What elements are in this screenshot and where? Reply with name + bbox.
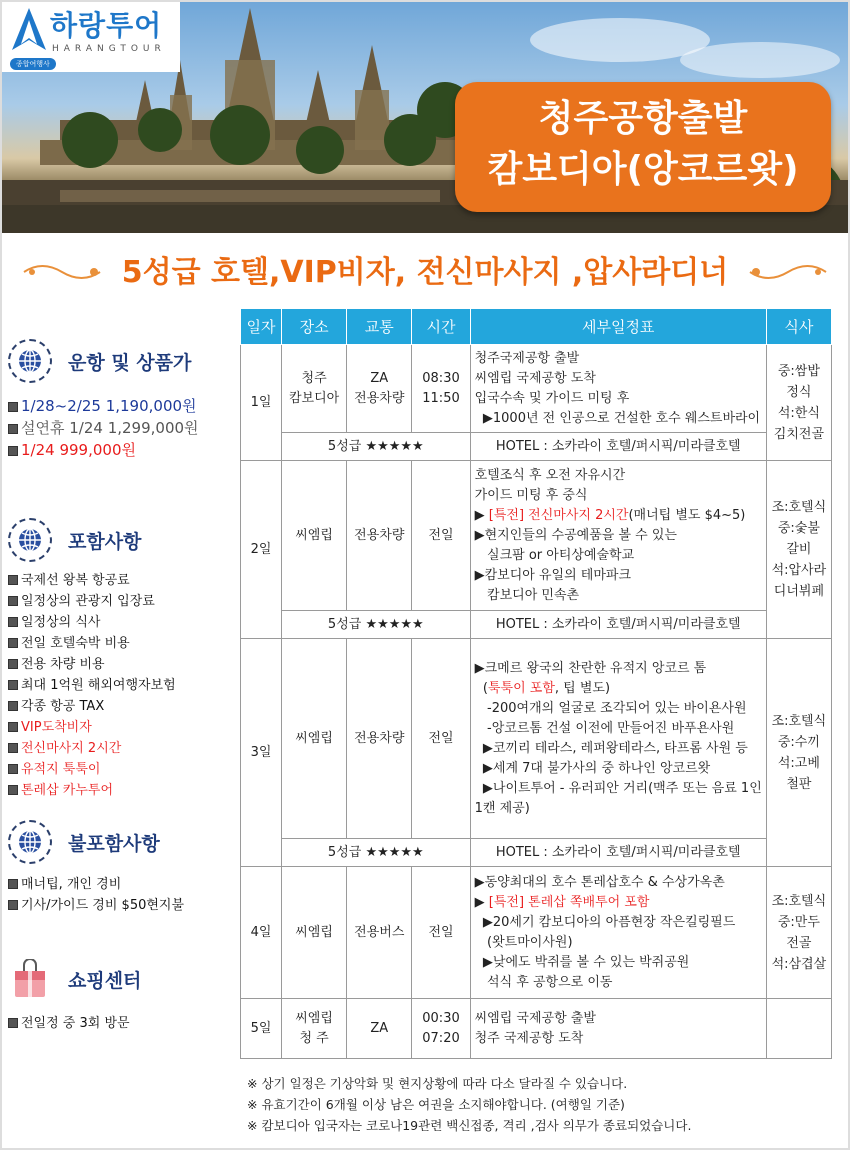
detail-line — [475, 546, 762, 566]
table-row — [241, 461, 832, 611]
list-item-text: 매너팁, 개인 경비 — [21, 877, 122, 892]
transport-cell — [347, 639, 412, 839]
square-bullet-icon — [8, 424, 18, 434]
list-item — [8, 696, 176, 717]
hero-banner — [0, 0, 850, 233]
globe-icon — [8, 518, 52, 562]
hotel-row — [241, 611, 832, 639]
operation-title: 운항 및 상품가 — [68, 351, 192, 374]
hotel-grade-cell: 5성급 ★★★★★ — [282, 611, 471, 639]
detail-text: 씨엠립 국제공항 출발 — [474, 1010, 596, 1026]
day-cell: 2일 — [241, 461, 282, 639]
excluded-list — [8, 874, 184, 916]
detail-text: , 팁 별도) — [554, 680, 611, 696]
list-item — [8, 570, 176, 591]
detail-text: ▶캄보디아 유일의 테마파크 — [474, 567, 632, 583]
place-cell-line: 씨엠립 — [295, 730, 333, 746]
globe-icon — [8, 339, 52, 383]
detail-text: 실크팜 or 아티상예술학교 — [474, 547, 635, 563]
list-item-text: 설연휴 1/24 1,299,000원 — [21, 419, 199, 437]
detail-text: 호텔조식 후 오전 자유시간 — [474, 467, 626, 483]
list-item-text: 일정상의 관광지 입장료 — [21, 594, 155, 609]
detail-highlight: [특전] 톤레삽 쪽배투어 포함 — [488, 894, 650, 910]
detail-line — [475, 799, 762, 819]
detail-line — [475, 759, 762, 779]
detail-line — [475, 1009, 762, 1029]
list-item — [8, 439, 199, 461]
plane-logo-icon — [10, 6, 48, 56]
table-row — [241, 867, 832, 999]
detail-line — [475, 699, 762, 719]
note-line: ※ 캄보디아 입국자는 코로나19관련 백신접종, 격리 ,검사 의무가 종료되었습니다. — [247, 1118, 692, 1133]
detail-text: ▶나이트투어 - 유러피안 거리(맥주 또는 음료 1인 — [474, 780, 762, 796]
note-line: ※ 유효기간이 6개월 이상 남은 여권을 소지해야합니다. (여행일 기준) — [247, 1097, 625, 1112]
meal-cell-line: 정식 — [786, 384, 812, 400]
list-item — [8, 759, 176, 780]
meal-cell — [766, 867, 831, 999]
hotel-cell: HOTEL : 소카라이 호텔/퍼시픽/미라클호텔 — [470, 433, 766, 461]
time-cell — [412, 639, 470, 839]
left-ornament-icon — [22, 260, 102, 284]
list-item — [8, 717, 176, 738]
transport-cell — [347, 461, 412, 611]
detail-text: 입국수속 및 가이드 미팅 후 — [474, 390, 630, 406]
detail-text: 청주 국제공항 도착 — [474, 1030, 584, 1046]
place-cell — [282, 345, 347, 433]
detail-line — [475, 739, 762, 759]
header-meals: 식사 — [766, 309, 831, 345]
subtitle-bar — [0, 250, 850, 300]
transport-cell-line: 전용차량 — [354, 730, 405, 746]
table-row — [241, 345, 832, 433]
list-item — [8, 417, 199, 439]
meal-cell — [766, 639, 831, 867]
meal-cell-line: 김치전골 — [773, 426, 824, 442]
meal-cell — [766, 461, 831, 639]
detail-line — [475, 466, 762, 486]
detail-text: ▶코끼리 테라스, 레퍼왕테라스, 타프롬 사원 등 — [474, 740, 748, 756]
square-bullet-icon — [8, 402, 18, 412]
header-time: 시간 — [412, 309, 470, 345]
transport-cell — [347, 345, 412, 433]
logo-name: 하랑투어 — [50, 9, 163, 42]
transport-cell-line: ZA — [370, 1020, 389, 1036]
detail-line — [475, 526, 762, 546]
place-cell-line: 청 주 — [299, 1030, 329, 1046]
list-item — [8, 654, 176, 675]
operation-section — [8, 337, 199, 461]
table-row — [241, 999, 832, 1059]
detail-line — [475, 409, 762, 429]
detail-line — [475, 349, 762, 369]
detail-text: (매너팁 별도 $4~5) — [628, 507, 746, 523]
meal-cell-line: 중:만두 — [777, 914, 820, 930]
details-cell — [470, 867, 766, 999]
shopping-title: 쇼핑센터 — [68, 969, 142, 992]
square-bullet-icon — [8, 701, 18, 711]
meal-cell-line: 중:쌈밥 — [777, 363, 820, 379]
banner-title — [455, 82, 831, 212]
list-item-text: 일정상의 식사 — [21, 615, 101, 630]
transport-cell-line: 전용차량 — [354, 527, 405, 543]
detail-line — [475, 389, 762, 409]
detail-line — [475, 913, 762, 933]
detail-line — [475, 719, 762, 739]
detail-line — [475, 679, 762, 699]
logo-subtitle: HARANGTOUR — [52, 44, 166, 54]
place-cell-line: 씨엠립 — [295, 924, 333, 940]
time-cell — [412, 461, 470, 611]
list-item-text: 전용 차량 비용 — [21, 657, 105, 672]
list-item — [8, 895, 184, 916]
list-item — [8, 612, 176, 633]
day-cell: 4일 — [241, 867, 282, 999]
detail-line — [475, 933, 762, 953]
time-cell-line: 07:20 — [422, 1030, 460, 1046]
list-item-text: 1/24 999,000원 — [21, 441, 136, 459]
hotel-cell: HOTEL : 소카라이 호텔/퍼시픽/미라클호텔 — [470, 611, 766, 639]
square-bullet-icon — [8, 638, 18, 648]
list-item — [8, 738, 176, 759]
list-item-text: 각종 항공 TAX — [21, 699, 105, 714]
shopping-bag-icon — [8, 957, 52, 1001]
price-list — [8, 395, 199, 461]
hotel-row — [241, 839, 832, 867]
square-bullet-icon — [8, 764, 18, 774]
included-list — [8, 570, 176, 801]
list-item — [8, 1013, 141, 1034]
time-cell-line: 전일 — [428, 730, 454, 746]
details-cell — [470, 999, 766, 1059]
list-item-text: 톤레삽 카누투어 — [21, 783, 114, 798]
detail-text: -앙코르톰 건설 이전에 만들어진 바푸욘사원 — [474, 720, 735, 736]
place-cell — [282, 461, 347, 611]
detail-text: -200여개의 얼굴로 조각되어 있는 바이욘사원 — [474, 700, 747, 716]
square-bullet-icon — [8, 1018, 18, 1028]
detail-text: ▶ — [474, 894, 489, 910]
detail-text: ▶1000년 전 인공으로 건설한 호수 웨스트바라이 — [474, 410, 761, 426]
detail-text: 씨엠립 국제공항 도착 — [474, 370, 596, 386]
detail-text: ▶현지인들의 수공예품을 볼 수 있는 — [474, 527, 677, 543]
notes — [247, 1073, 691, 1136]
excluded-title: 불포함사항 — [68, 832, 160, 855]
transport-cell-line: 전용차량 — [354, 390, 405, 406]
excluded-section — [8, 818, 184, 916]
detail-text: ▶동양최대의 호수 톤레삽호수 & 수상가옥촌 — [474, 874, 725, 890]
list-item — [8, 874, 184, 895]
list-item-text: 국제선 왕복 항공료 — [21, 573, 130, 588]
detail-text: ( — [474, 680, 488, 696]
header-place: 장소 — [282, 309, 347, 345]
square-bullet-icon — [8, 743, 18, 753]
meal-cell-line: 석:압사라 — [771, 563, 827, 578]
globe-icon — [8, 820, 52, 864]
list-item-text: 1/28~2/25 1,190,000원 — [21, 397, 197, 415]
place-cell — [282, 867, 347, 999]
meal-cell-line: 석:한식 — [777, 405, 820, 421]
square-bullet-icon — [8, 596, 18, 606]
detail-line — [475, 586, 762, 606]
detail-text: 가이드 미팅 후 중식 — [474, 487, 588, 503]
detail-text: ▶크메르 왕국의 찬란한 유적지 앙코르 톰 — [474, 660, 707, 676]
list-item-text: 전일 호텔숙박 비용 — [21, 636, 130, 651]
detail-line — [475, 659, 762, 679]
list-item-text: 유적지 툭툭이 — [21, 762, 101, 777]
meal-cell-line: 조:호텔식 — [771, 893, 827, 909]
day-cell: 5일 — [241, 999, 282, 1059]
square-bullet-icon — [8, 722, 18, 732]
subtitle-text: 5성급 호텔,VIP비자, 전신마사지 ,압사라디너 — [121, 255, 729, 290]
list-item-text: VIP도착비자 — [21, 720, 92, 735]
detail-line — [475, 566, 762, 586]
detail-text: ▶낮에도 박쥐를 볼 수 있는 박쥐공원 — [474, 954, 690, 970]
square-bullet-icon — [8, 785, 18, 795]
time-cell-line: 08:30 — [422, 370, 460, 386]
header-details: 세부일정표 — [470, 309, 766, 345]
list-item-text: 기사/가이드 경비 $50현지불 — [21, 898, 185, 913]
detail-line — [475, 873, 762, 893]
header-day: 일자 — [241, 309, 282, 345]
meal-cell-line: 중:숯불 — [777, 521, 820, 536]
list-item — [8, 591, 176, 612]
detail-text: 1캔 제공) — [474, 800, 530, 816]
hotel-grade-cell: 5성급 ★★★★★ — [282, 433, 471, 461]
time-cell — [412, 999, 470, 1059]
detail-line — [475, 893, 762, 913]
place-cell — [282, 999, 347, 1059]
list-item-text: 최대 1억원 해외여행자보험 — [21, 678, 176, 693]
meal-cell-line: 철판 — [786, 776, 812, 792]
day-cell: 3일 — [241, 639, 282, 867]
details-cell — [470, 461, 766, 611]
detail-text: 청주국제공항 출발 — [474, 350, 580, 366]
detail-text: 석식 후 공항으로 이동 — [474, 974, 613, 990]
square-bullet-icon — [8, 879, 18, 889]
detail-text: ▶20세기 캄보디아의 아픔현장 작은킬링필드 — [474, 914, 736, 930]
included-section — [8, 516, 176, 801]
logo-badge: 종합여행사 — [10, 58, 56, 70]
meal-cell — [766, 999, 831, 1059]
detail-line — [475, 779, 762, 799]
hotel-grade-cell: 5성급 ★★★★★ — [282, 839, 471, 867]
schedule-table — [240, 308, 832, 1059]
time-cell-line: 00:30 — [422, 1010, 460, 1026]
transport-cell — [347, 999, 412, 1059]
right-ornament-icon — [748, 260, 828, 284]
place-cell-line: 씨엠립 — [295, 527, 333, 543]
list-item — [8, 395, 199, 417]
day-cell: 1일 — [241, 345, 282, 461]
detail-text: (왓트마이사원) — [474, 934, 573, 950]
detail-line — [475, 486, 762, 506]
time-cell-line: 전일 — [428, 527, 454, 543]
detail-line — [475, 973, 762, 993]
square-bullet-icon — [8, 575, 18, 585]
meal-cell-line: 중:수끼 — [777, 734, 820, 750]
list-item — [8, 633, 176, 654]
meal-cell-line: 디너뷔페 — [773, 584, 824, 599]
details-cell — [470, 345, 766, 433]
time-cell — [412, 867, 470, 999]
detail-highlight: [특전] 전신마사지 2시간 — [488, 507, 629, 523]
square-bullet-icon — [8, 900, 18, 910]
place-cell-line: 캄보디아 — [288, 390, 340, 406]
shopping-section — [8, 955, 141, 1034]
place-cell-line: 청주 — [301, 370, 327, 386]
logo[interactable] — [0, 0, 180, 72]
hotel-row — [241, 433, 832, 461]
meal-cell-line: 석:삼겹살 — [771, 956, 827, 972]
note-line: ※ 상기 일정은 기상악화 및 현지상황에 따라 다소 달라질 수 있습니다. — [247, 1076, 628, 1091]
square-bullet-icon — [8, 680, 18, 690]
meal-cell-line: 전골 — [786, 935, 812, 951]
place-cell — [282, 639, 347, 839]
meal-cell — [766, 345, 831, 461]
detail-line — [475, 369, 762, 389]
banner-title-line1: 청주공항출발 — [538, 98, 748, 139]
banner-title-line2: 캄보디아(앙코르왓) — [487, 149, 799, 190]
list-item — [8, 780, 176, 801]
time-cell — [412, 345, 470, 433]
meal-cell-line: 조:호텔식 — [771, 500, 827, 515]
list-item — [8, 675, 176, 696]
detail-text: ▶ — [474, 507, 489, 523]
time-cell-line: 11:50 — [422, 390, 460, 406]
square-bullet-icon — [8, 617, 18, 627]
hotel-cell: HOTEL : 소카라이 호텔/퍼시픽/미라클호텔 — [470, 839, 766, 867]
meal-cell-line: 갈비 — [786, 542, 812, 557]
detail-line — [475, 1029, 762, 1049]
table-row — [241, 639, 832, 839]
time-cell-line: 전일 — [428, 924, 454, 940]
detail-text: 캄보디아 민속촌 — [474, 587, 580, 603]
detail-line — [475, 506, 762, 526]
details-cell — [470, 639, 766, 839]
list-item-text: 전신마사지 2시간 — [21, 741, 122, 756]
detail-text: ▶세계 7대 불가사의 중 하나인 앙코르왓 — [474, 760, 711, 776]
included-title: 포함사항 — [68, 530, 142, 553]
transport-cell-line: 전용버스 — [354, 924, 405, 940]
square-bullet-icon — [8, 659, 18, 669]
shopping-list — [8, 1013, 141, 1034]
table-header-row — [241, 309, 832, 345]
transport-cell — [347, 867, 412, 999]
list-item-text: 전일정 중 3회 방문 — [21, 1016, 130, 1031]
place-cell-line: 씨엠립 — [295, 1010, 333, 1026]
square-bullet-icon — [8, 446, 18, 456]
detail-line — [475, 953, 762, 973]
meal-cell-line: 석:고베 — [777, 755, 820, 771]
header-transport: 교통 — [347, 309, 412, 345]
transport-cell-line: ZA — [370, 370, 389, 386]
meal-cell-line: 조:호텔식 — [771, 713, 827, 729]
detail-highlight: 툭툭이 포함 — [487, 680, 555, 696]
